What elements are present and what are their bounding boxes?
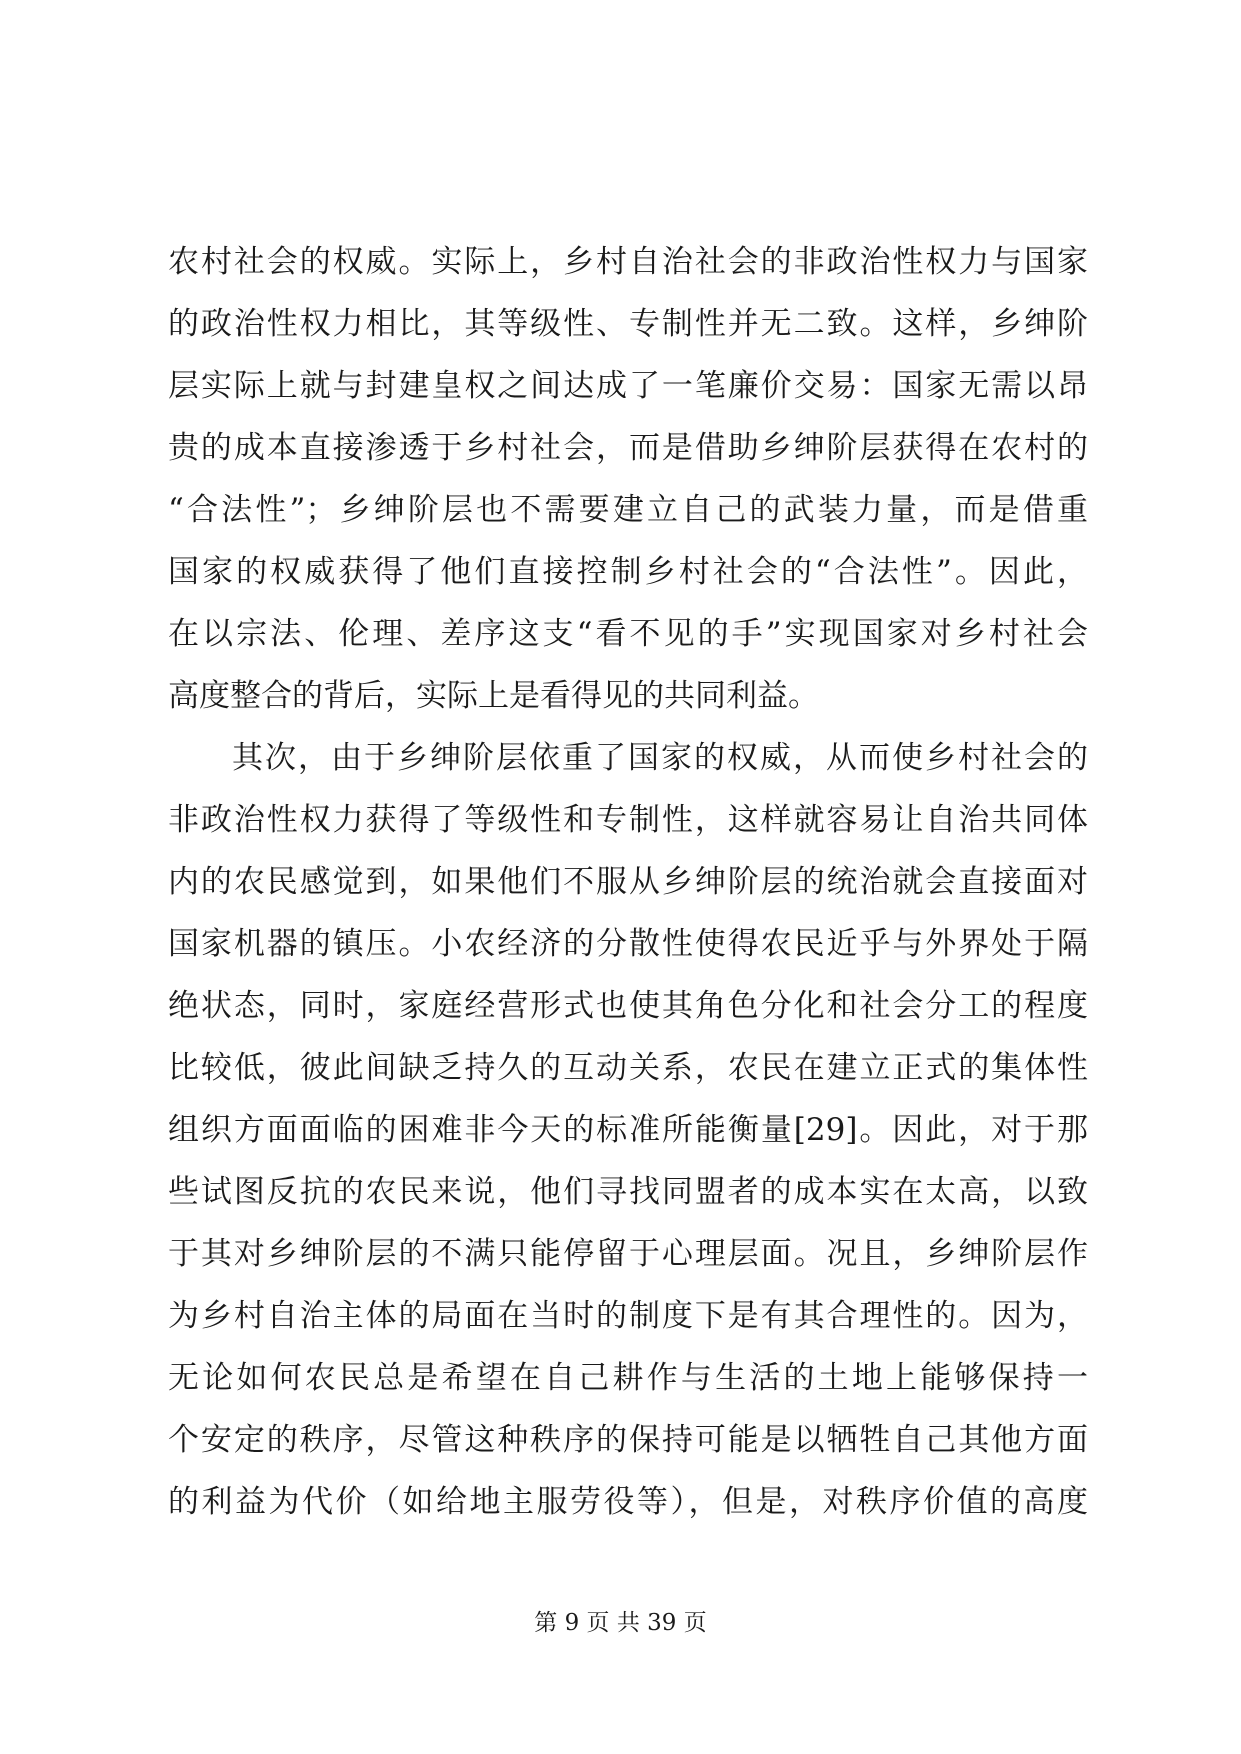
text-line: 无论如何农民总是希望在自己耕作与生活的土地上能够保持一 [168, 1360, 1088, 1396]
text-line: 高度整合的背后，实际上是看得见的共同利益。 [168, 678, 819, 714]
text-line: 层实际上就与封建皇权之间达成了一笔廉价交易：国家无需以昂 [168, 368, 1088, 404]
text-line: 个安定的秩序，尽管这种秩序的保持可能是以牺牲自己其他方面 [168, 1422, 1088, 1458]
text-line: 些试图反抗的农民来说，他们寻找同盟者的成本实在太高，以致 [168, 1174, 1088, 1210]
text-line: 国家机器的镇压。小农经济的分散性使得农民近乎与外界处于隔 [168, 926, 1088, 962]
body-text [168, 231, 1088, 1533]
page-number-footer: 第 9 页 共 39 页 [534, 1610, 707, 1636]
text-line: 其次，由于乡绅阶层依重了国家的权威，从而使乡村社会的 [232, 740, 1088, 776]
text-line: 为乡村自治主体的局面在当时的制度下是有其合理性的。因为， [168, 1298, 1088, 1334]
text-line: 组织方面面临的困难非今天的标准所能衡量[29]。因此，对于那 [168, 1112, 1088, 1148]
text-line: “合法性”；乡绅阶层也不需要建立自己的武装力量，而是借重 [168, 492, 1088, 528]
text-line: 国家的权威获得了他们直接控制乡村社会的“合法性”。因此， [168, 554, 1088, 590]
text-line: 在以宗法、伦理、差序这支“看不见的手”实现国家对乡村社会 [168, 616, 1088, 652]
text-line: 的利益为代价（如给地主服劳役等），但是，对秩序价值的高度 [168, 1484, 1088, 1520]
text-line: 农村社会的权威。实际上，乡村自治社会的非政治性权力与国家 [168, 244, 1088, 280]
text-line: 内的农民感觉到，如果他们不服从乡绅阶层的统治就会直接面对 [168, 864, 1088, 900]
text-line: 贵的成本直接渗透于乡村社会，而是借助乡绅阶层获得在农村的 [168, 430, 1088, 466]
text-line: 比较低，彼此间缺乏持久的互动关系，农民在建立正式的集体性 [168, 1050, 1088, 1086]
text-line: 的政治性权力相比，其等级性、专制性并无二致。这样，乡绅阶 [168, 306, 1088, 342]
text-line: 非政治性权力获得了等级性和专制性，这样就容易让自治共同体 [168, 802, 1088, 838]
text-line: 于其对乡绅阶层的不满只能停留于心理层面。况且，乡绅阶层作 [168, 1236, 1088, 1272]
text-line: 绝状态，同时，家庭经营形式也使其角色分化和社会分工的程度 [168, 988, 1088, 1024]
